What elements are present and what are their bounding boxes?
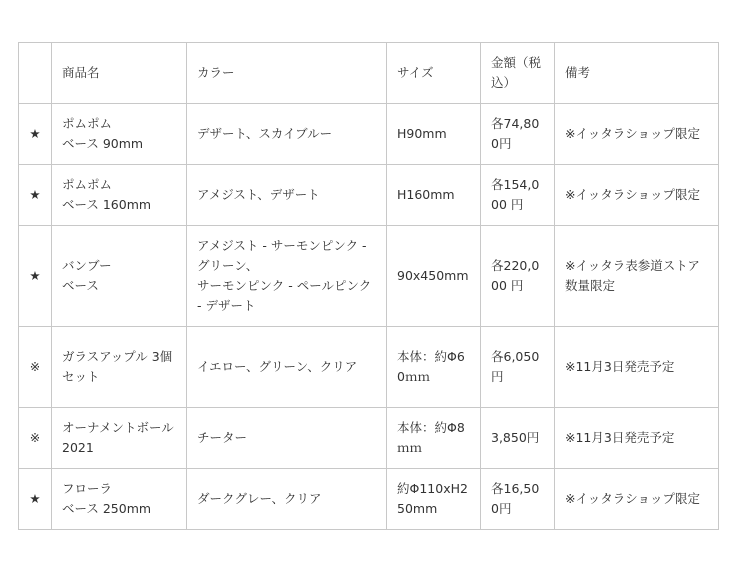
row-price: 3,850円 — [481, 408, 555, 469]
row-note: ※11月3日発売予定 — [555, 408, 719, 469]
table-row — [19, 408, 719, 469]
row-note: ※イッタラショップ限定 — [555, 104, 719, 165]
row-product-name: バンブー ベース — [52, 226, 187, 327]
header-color: カラー — [187, 43, 387, 104]
row-size: 約Φ110xH250mm — [387, 469, 481, 530]
row-size: H90mm — [387, 104, 481, 165]
product-table-container — [18, 42, 719, 530]
row-product-name: ポムポム ベース 90mm — [52, 104, 187, 165]
row-mark: ★ — [19, 226, 52, 327]
row-note: ※イッタラ表参道ストア数量限定 — [555, 226, 719, 327]
row-price: 各6,050円 — [481, 327, 555, 408]
row-size: 90x450mm — [387, 226, 481, 327]
product-table — [18, 42, 719, 530]
row-mark: ★ — [19, 469, 52, 530]
header-product-name: 商品名 — [52, 43, 187, 104]
table-row — [19, 469, 719, 530]
row-mark: ※ — [19, 408, 52, 469]
row-color: イエロー、グリーン、クリア — [187, 327, 387, 408]
header-size: サイズ — [387, 43, 481, 104]
row-note: ※イッタラショップ限定 — [555, 469, 719, 530]
row-note: ※11月3日発売予定 — [555, 327, 719, 408]
table-row — [19, 104, 719, 165]
row-price: 各16,500円 — [481, 469, 555, 530]
row-color: アメジスト、デザート — [187, 165, 387, 226]
row-price: 各220,000 円 — [481, 226, 555, 327]
header-mark — [19, 43, 52, 104]
table-row — [19, 226, 719, 327]
row-color: デザート、スカイブルー — [187, 104, 387, 165]
row-price: 各154,000 円 — [481, 165, 555, 226]
table-row — [19, 327, 719, 408]
table-header-row — [19, 43, 719, 104]
row-price: 各74,800円 — [481, 104, 555, 165]
row-product-name: フローラ ベース 250mm — [52, 469, 187, 530]
header-note: 備考 — [555, 43, 719, 104]
table-row — [19, 165, 719, 226]
row-product-name: オーナメントボール2021 — [52, 408, 187, 469]
row-mark: ※ — [19, 327, 52, 408]
row-mark: ★ — [19, 165, 52, 226]
row-size: 本体：約Φ8ｍｍ — [387, 408, 481, 469]
row-product-name: ポムポム ベース 160mm — [52, 165, 187, 226]
row-mark: ★ — [19, 104, 52, 165]
row-product-name: ガラスアップル 3個セット — [52, 327, 187, 408]
row-size: 本体：約Φ60ｍｍ — [387, 327, 481, 408]
row-color: チーター — [187, 408, 387, 469]
row-note: ※イッタラショップ限定 — [555, 165, 719, 226]
row-color: アメジスト - サーモンピンク - グリーン、 サーモンピンク - ペールピンク - デザート — [187, 226, 387, 327]
row-color: ダークグレー、クリア — [187, 469, 387, 530]
header-price: 金額（税込） — [481, 43, 555, 104]
row-size: H160mm — [387, 165, 481, 226]
